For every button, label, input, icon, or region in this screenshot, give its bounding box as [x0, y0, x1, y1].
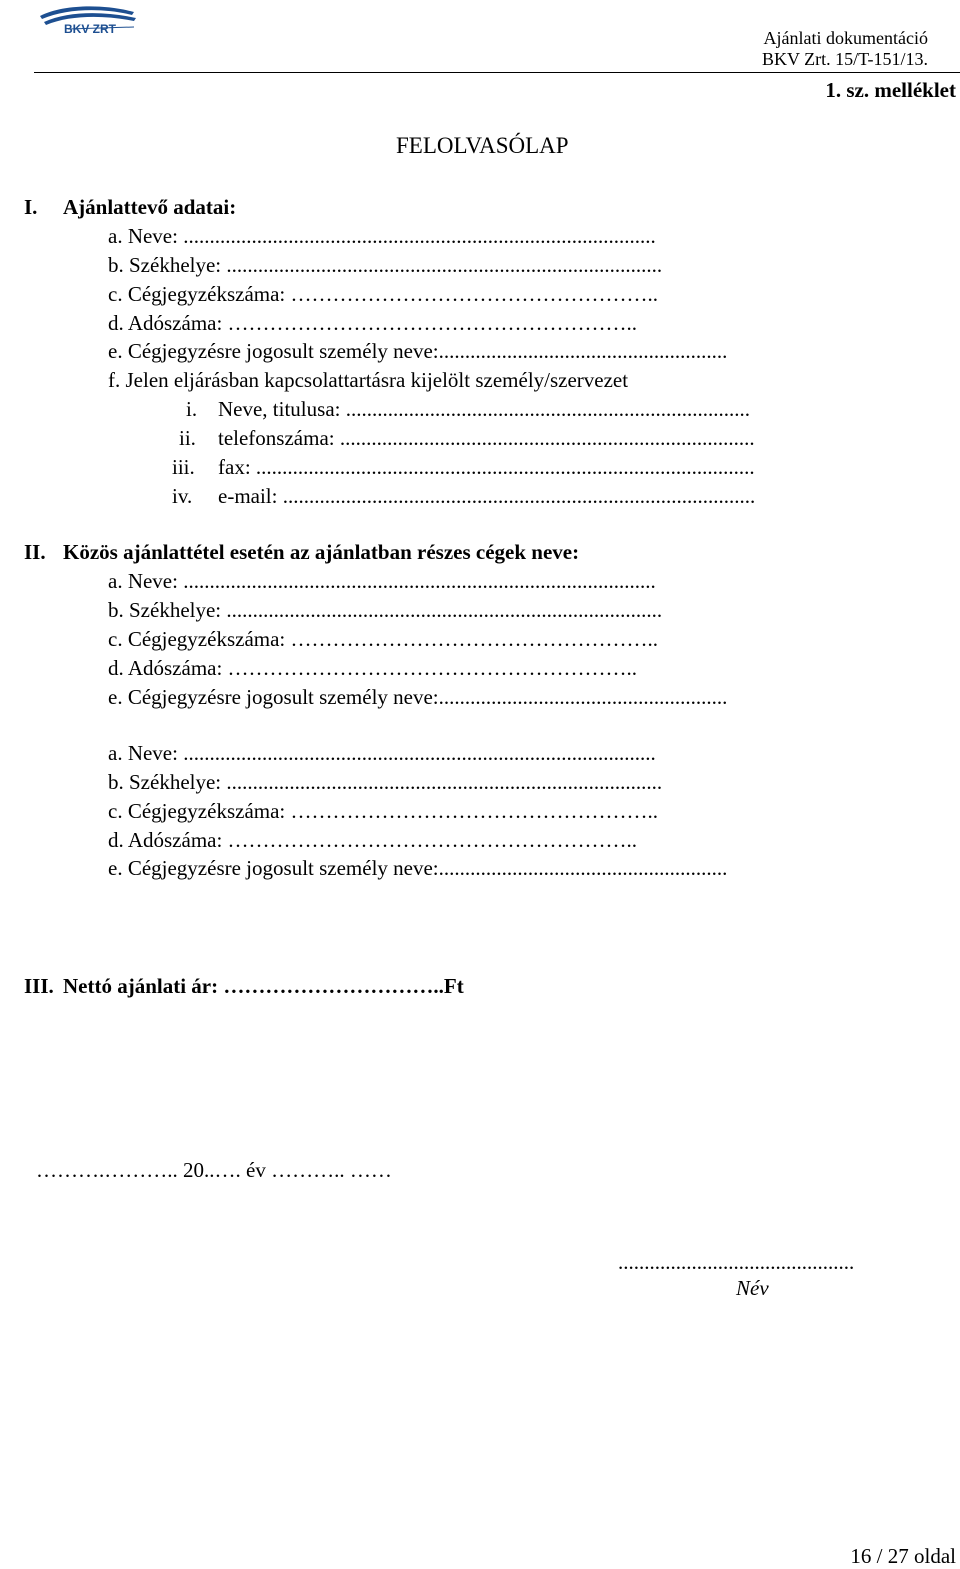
s2-g1-name: a. Neve: .......................................................................................... [108, 569, 656, 593]
s2-g2-name: a. Neve: .......................................................................................... [108, 741, 656, 765]
signature-label: Név [736, 1276, 769, 1300]
s1-sub-contact-name: Neve, titulusa: ............................................................................. [218, 397, 750, 421]
s1-sub-fax: fax: ............................................................................................... [218, 455, 755, 479]
s1-sub-phone: telefonszáma: ............................................................................... [218, 426, 755, 450]
section-2-title: Közös ajánlattétel esetén az ajánlatban részes cégek neve: [63, 540, 580, 564]
page-title: FELOLVASÓLAP [396, 133, 569, 158]
s2-g1-tax-number: d. Adószáma: ………………………………………………….. [108, 656, 638, 680]
s1-sub-number: iii. [172, 455, 195, 479]
s2-g1-reg-number: c. Cégjegyzékszáma: …………………………………………….. [108, 627, 658, 651]
s1-item-tax-number: d. Adószáma: ………………………………………………….. [108, 311, 638, 335]
bkv-logo [34, 2, 142, 42]
s2-g2-reg-number: c. Cégjegyzékszáma: …………………………………………….. [108, 799, 658, 823]
s1-sub-email: e-mail: .......................................................................................... [218, 484, 756, 508]
s2-g2-tax-number: d. Adószáma: ………………………………………………….. [108, 828, 638, 852]
s1-item-name: a. Neve: .......................................................................................... [108, 224, 656, 248]
s2-g1-authorized-person: e. Cégjegyzésre jogosult személy neve:....................................................... [108, 685, 728, 709]
s1-item-authorized-person: e. Cégjegyzésre jogosult személy neve:....................................................... [108, 339, 728, 363]
logo-text: BKV ZRT [64, 22, 116, 36]
s1-sub-number: iv. [172, 484, 193, 508]
section-3-title: Nettó ajánlati ár: …………………………..Ft [63, 974, 464, 998]
date-line: ……….……….. 20..…. év ……….. …… [36, 1158, 392, 1182]
s2-g2-seat: b. Székhelye: ................................................................................... [108, 770, 663, 794]
section-3-number: III. [24, 974, 54, 998]
doc-type: Ajánlati dokumentáció [763, 28, 928, 48]
s1-sub-number: ii. [179, 426, 196, 450]
s1-item-reg-number: c. Cégjegyzékszáma: …………………………………………….. [108, 282, 658, 306]
annex-label: 1. sz. melléklet [825, 78, 956, 102]
header-rule [34, 72, 960, 73]
s2-g2-authorized-person: e. Cégjegyzésre jogosult személy neve:....................................................... [108, 856, 728, 880]
s1-item-contact: f. Jelen eljárásban kapcsolattartásra kijelölt személy/szervezet [108, 368, 629, 392]
doc-ref: BKV Zrt. 15/T-151/13. [761, 49, 928, 69]
s2-g1-seat: b. Székhelye: ................................................................................... [108, 598, 663, 622]
s1-item-seat: b. Székhelye: ................................................................................... [108, 253, 663, 277]
page-number: 16 / 27 oldal [850, 1544, 956, 1568]
section-1-number: I. [24, 195, 38, 219]
signature-line: ............................................. [618, 1250, 855, 1274]
section-1-title: Ajánlattevő adatai: [63, 195, 237, 219]
section-2-number: II. [24, 540, 46, 564]
s1-sub-number: i. [186, 397, 198, 421]
